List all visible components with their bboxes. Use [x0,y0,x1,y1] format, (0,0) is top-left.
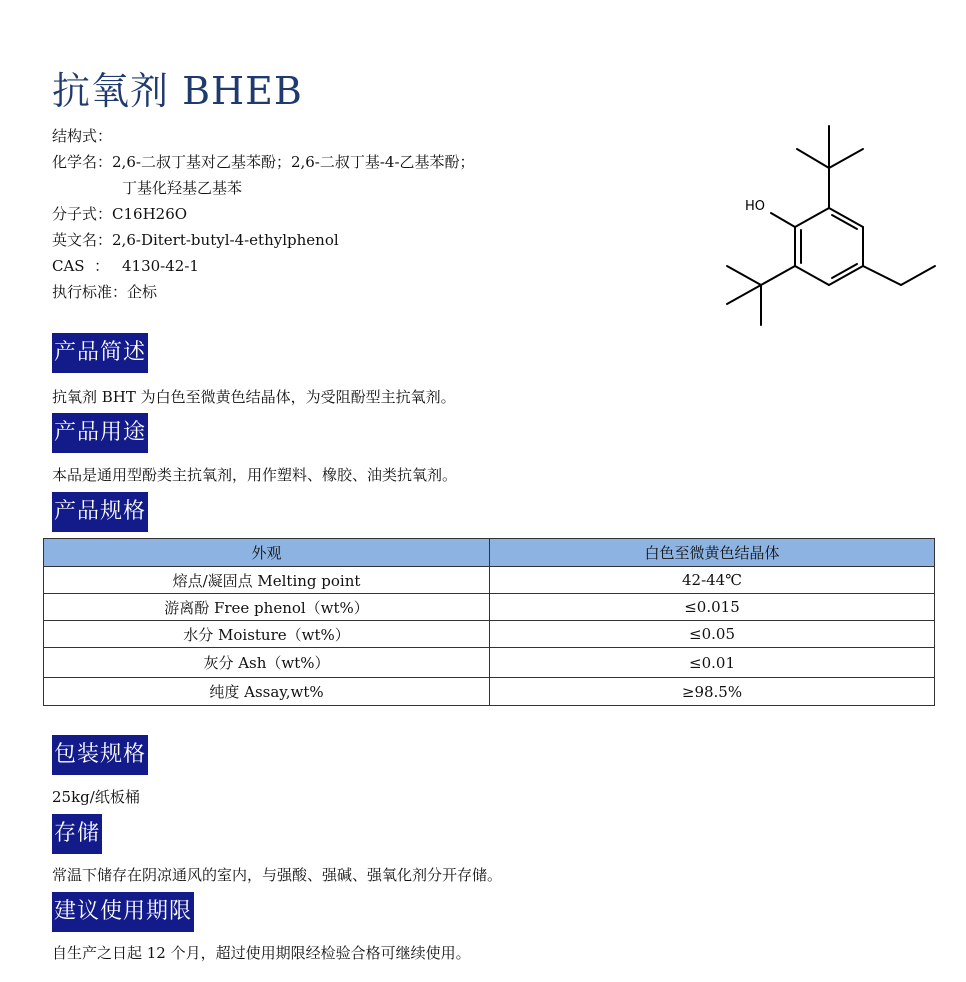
table-cell: ≤0.015 [490,594,935,621]
spec-table [43,538,935,706]
tbutyl-bond [727,266,761,285]
molecular-structure [715,118,945,333]
usage-text: 本品是通用型酚类主抗氧剂，用作塑料、橡胶、油类抗氧剂。 [52,466,458,484]
ring-bond [829,208,863,227]
storage-text: 常温下储存在阴凉通风的室内，与强酸、强碱、强氧化剂分开存储。 [52,866,503,884]
table-row [44,594,935,621]
table-header-cell: 外观 [44,539,490,567]
tbutyl-bond [797,149,829,168]
section-heading-summary: 产品简述 [52,333,148,373]
shelf-life-text: 自生产之日起 12 个月，超过使用期限经检验合格可继续使用。 [52,944,471,962]
tbutyl-bond [829,149,863,168]
table-cell: ≤0.05 [490,621,935,648]
standard-label: 执行标准： [52,283,128,301]
table-cell: ≥98.5% [490,678,935,706]
table-header-cell: 白色至微黄色结晶体 [490,539,935,567]
structure-label: 结构式： [52,127,113,145]
formula-label: 分子式： [52,205,113,223]
section-heading-spec: 产品规格 [52,492,148,532]
table-cell: 熔点/凝固点 Melting point [44,567,490,594]
table-row [44,621,935,648]
table-cell: 42-44℃ [490,567,935,594]
section-heading-usage: 产品用途 [52,413,148,453]
table-row [44,567,935,594]
standard-value: 企标 [127,283,158,301]
page-title: 抗氧剂 BHEB [52,69,303,113]
table-cell: 游离酚 Free phenol（wt%） [44,594,490,621]
table-cell: 水分 Moisture（wt%） [44,621,490,648]
packing-text: 25kg/纸板桶 [52,788,140,806]
english-name-value: 2,6-Ditert-butyl-4-ethylphenol [112,231,339,249]
ethyl-bond [863,266,901,285]
table-cell: 纯度 Assay,wt% [44,678,490,706]
cas-value: 4130-42-1 [122,257,199,275]
table-cell: ≤0.01 [490,648,935,678]
section-heading-storage: 存储 [52,814,102,854]
ethyl-bond [901,266,935,285]
cas-label: CAS ： [52,257,110,275]
ring-bond [829,266,863,285]
section-heading-packing: 包装规格 [52,735,148,775]
ring-bond [795,208,829,227]
oh-bond [771,213,795,227]
chem-name-label: 化学名： [52,153,113,171]
table-row [44,678,935,706]
section-heading-shelf-life: 建议使用期限 [52,892,194,932]
english-name-label: 英文名： [52,231,113,249]
tbutyl-bond [727,285,761,304]
ring-bond [795,266,829,285]
table-cell: 灰分 Ash（wt%） [44,648,490,678]
info-block [52,123,475,305]
table-header-row [44,539,935,567]
tbutyl-bond [761,266,795,285]
table-row [44,648,935,678]
summary-text: 抗氧剂 BHT 为白色至微黄色结晶体，为受阻酚型主抗氧剂。 [52,388,456,406]
formula-value: C16H26O [112,205,188,223]
chem-name-continuation: 丁基化羟基乙基苯 [122,179,243,197]
chem-name-value: 2,6-二叔丁基对乙基苯酚；2,6-二叔丁基-4-乙基苯酚； [112,153,475,171]
oh-label: HO [745,199,766,214]
